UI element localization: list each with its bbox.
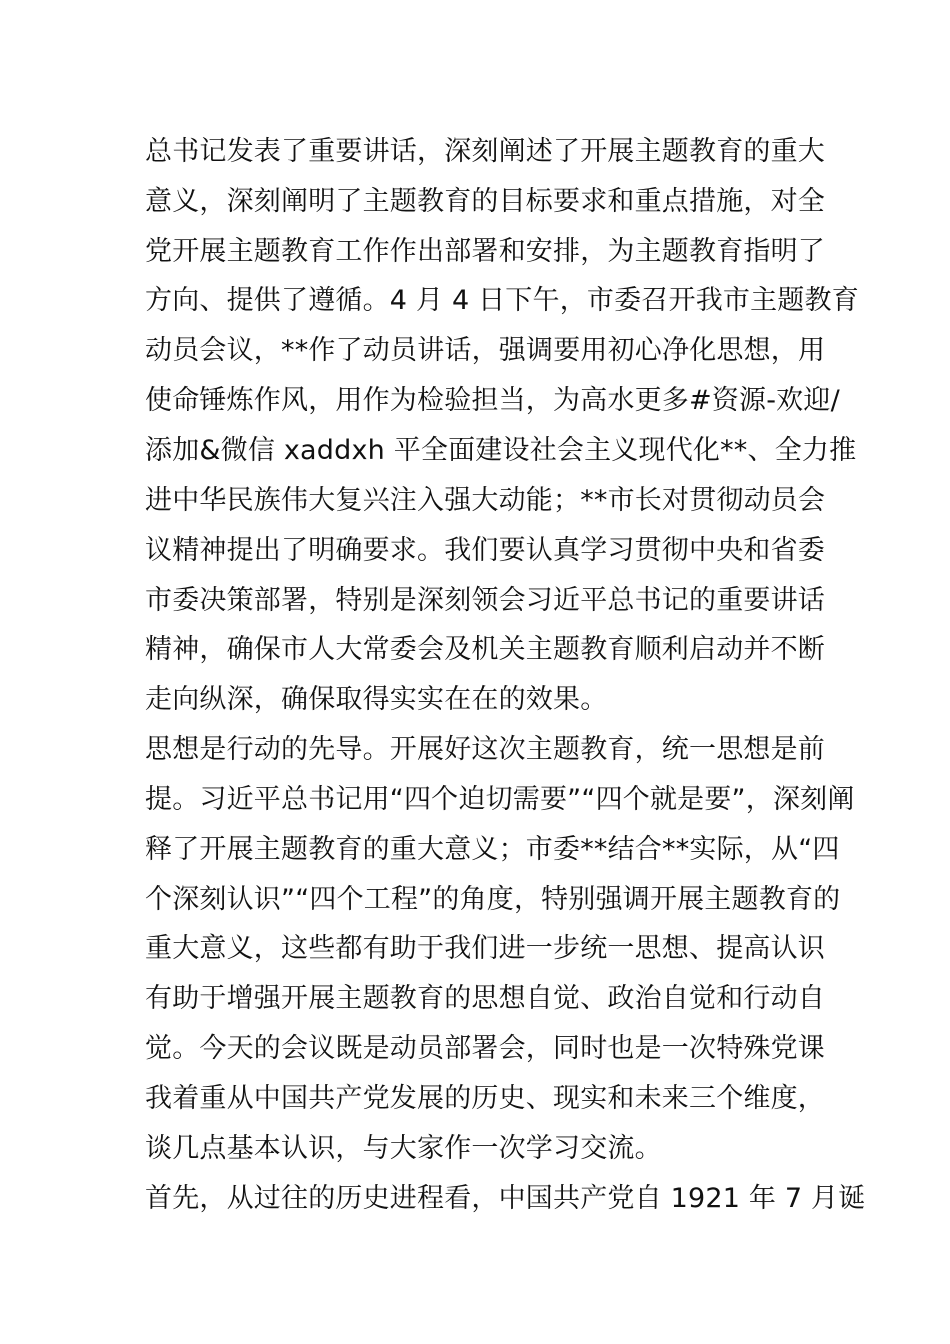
text-line: 谈几点基本认识，与大家作一次学习交流。 — [145, 1133, 662, 1164]
text-line: 重大意义，这些都有助于我们进一步统一思想、提高认识 — [145, 933, 825, 964]
text-line: 动员会议，**作了动员讲话，强调要用初心净化思想，用 — [145, 335, 826, 366]
text-line: 觉。今天的会议既是动员部署会，同时也是一次特殊党课 — [145, 1033, 825, 1064]
text-line: 精神，确保市人大常委会及机关主题教育顺利启动并不断 — [145, 634, 825, 665]
text-line: 个深刻认识”“四个工程”的角度，特别强调开展主题教育的 — [145, 884, 841, 915]
text-line: 总书记发表了重要讲话，深刻阐述了开展主题教育的重大 — [145, 136, 825, 167]
text-line: 进中华民族伟大复兴注入强大动能；**市长对贯彻动员会 — [145, 485, 826, 516]
text-line: 议精神提出了明确要求。我们要认真学习贯彻中央和省委 — [145, 535, 825, 566]
text-line: 市委决策部署，特别是深刻领会习近平总书记的重要讲话 — [145, 585, 825, 616]
text-line: 释了开展主题教育的重大意义；市委**结合**实际，从“四 — [145, 834, 840, 865]
text-line: 首先，从过往的历史进程看，中国共产党自 1921 年 7 月诞 — [145, 1183, 866, 1214]
text-line: 走向纵深，确保取得实实在在的效果。 — [145, 684, 608, 715]
text-line: 意义，深刻阐明了主题教育的目标要求和重点措施，对全 — [145, 186, 825, 217]
text-line: 我着重从中国共产党发展的历史、现实和未来三个维度， — [145, 1083, 825, 1114]
text-line: 使命锤炼作风，用作为检验担当，为高水更多#资源-欢迎/ — [145, 385, 840, 416]
text-line: 添加&微信 xaddxh 平全面建设社会主义现代化**、全力推 — [145, 435, 857, 466]
text-line: 思想是行动的先导。开展好这次主题教育，统一思想是前 — [145, 734, 825, 765]
text-line: 党开展主题教育工作作出部署和安排，为主题教育指明了 — [145, 236, 825, 267]
text-line: 提。习近平总书记用“四个迫切需要”“四个就是要”，深刻阐 — [145, 784, 855, 815]
text-line: 方向、提供了遵循。4 月 4 日下午，市委召开我市主题教育 — [145, 285, 859, 316]
text-line: 有助于增强开展主题教育的思想自觉、政治自觉和行动自 — [145, 983, 825, 1014]
